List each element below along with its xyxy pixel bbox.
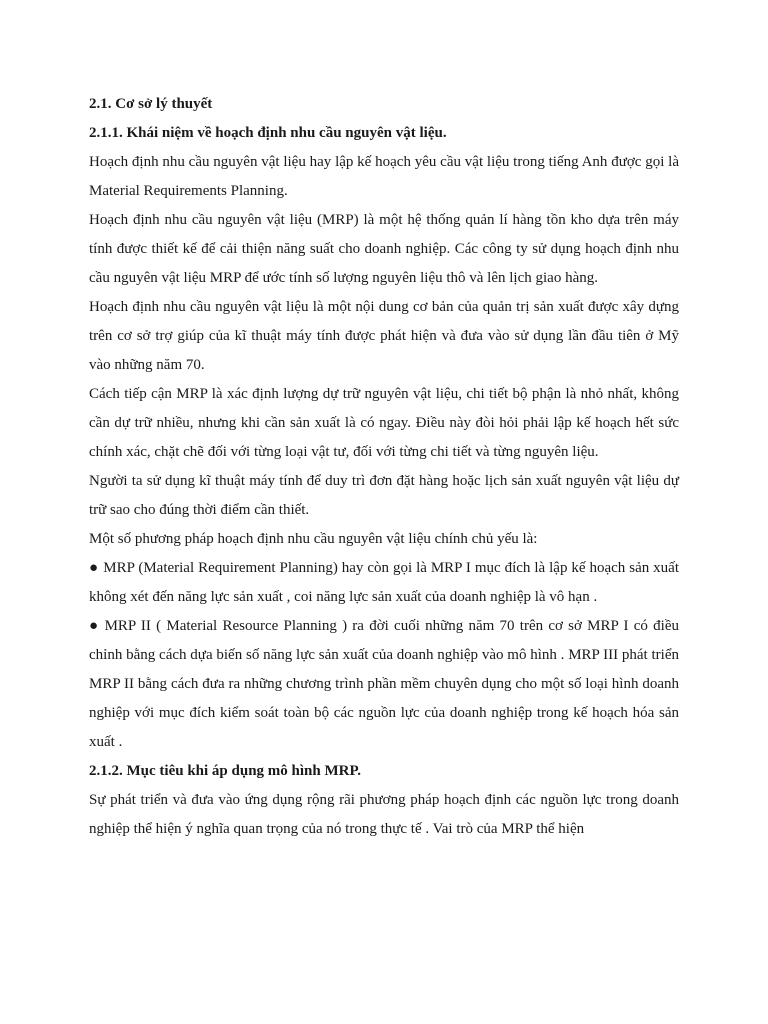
paragraph-computer-technique: Người ta sử dụng kĩ thuật máy tính để duy trì đơn đặt hàng hoặc lịch sản xuất nguyên vật liệu dự trữ sao cho đúng thời điểm cần thiết. [89,473,679,518]
paragraph-approach: Cách tiếp cận MRP là xác định lượng dự trữ nguyên vật liệu, chi tiết bộ phận là nhỏ nhất, không cần dự trữ nhiều, nhưng khi cần sản xuất là có ngay. Điều này đòi hỏi phải lập kế hoạch hết sức chính xác, chặt chẽ đối với từng loại vật tư, đối với từng chi tiết và từng nguyên liệu. [89,386,679,460]
paragraph-history: Hoạch định nhu cầu nguyên vật liệu là một nội dung cơ bản của quản trị sản xuất được xây dựng trên cơ sở trợ giúp của kĩ thuật máy tính được phát hiện và đưa vào sử dụng lần đầu tiên ở Mỹ vào những năm 70. [89,299,679,373]
paragraph-methods-intro: Một số phương pháp hoạch định nhu cầu nguyên vật liệu chính chủ yếu là: [89,531,538,547]
section-heading-2-1: 2.1. Cơ sở lý thuyết [89,96,213,112]
subsection-heading-2-1-1: 2.1.1. Khái niệm về hoạch định nhu cầu nguyên vật liệu. [89,125,447,141]
bullet-item-mrp-1 [89,554,679,612]
bullet-item-mrp-2 [89,612,679,757]
paragraph-mrp-system: Hoạch định nhu cầu nguyên vật liệu (MRP) là một hệ thống quản lí hàng tồn kho dựa trên máy tính được thiết kế để cải thiện năng suất cho doanh nghiệp. Các công ty sử dụng hoạch định nhu cầu nguyên vật liệu MRP để ước tính số lượng nguyên liệu thô và lên lịch giao hàng. [89,212,679,286]
paragraph-objectives: Sự phát triển và đưa vào ứng dụng rộng rãi phương pháp hoạch định các nguồn lực trong doanh nghiệp thể hiện ý nghĩa quan trọng của nó trong thực tế . Vai trò của MRP thể hiện [89,792,679,837]
bullet-icon: ● [89,618,100,634]
subsection-heading-2-1-2: 2.1.2. Mục tiêu khi áp dụng mô hình MRP. [89,763,362,779]
paragraph-definition: Hoạch định nhu cầu nguyên vật liệu hay lập kế hoạch yêu cầu vật liệu trong tiếng Anh được gọi là Material Requirements Planning. [89,154,679,199]
bullet-text-mrp-2: MRP II ( Material Resource Planning ) ra đời cuối những năm 70 trên cơ sở MRP I có điều chỉnh bằng cách dựa biến số năng lực sản xuất của doanh nghiệp vào mô hình . MRP III phát triển MRP II bằng cách đưa ra những chương trình phần mềm chuyên dụng cho một số loại hình doanh nghiệp với mục đích kiểm soát toàn bộ các nguồn lực của doanh nghiệp trong kế hoạch hóa sản xuất . [89,618,679,750]
document-page [89,90,679,844]
bullet-text-mrp-1: MRP (Material Requirement Planning) hay còn gọi là MRP I mục đích là lập kế hoạch sản xuất không xét đến năng lực sản xuất , coi năng lực sản xuất của doanh nghiệp là vô hạn . [89,560,680,605]
bullet-icon: ● [89,560,99,576]
